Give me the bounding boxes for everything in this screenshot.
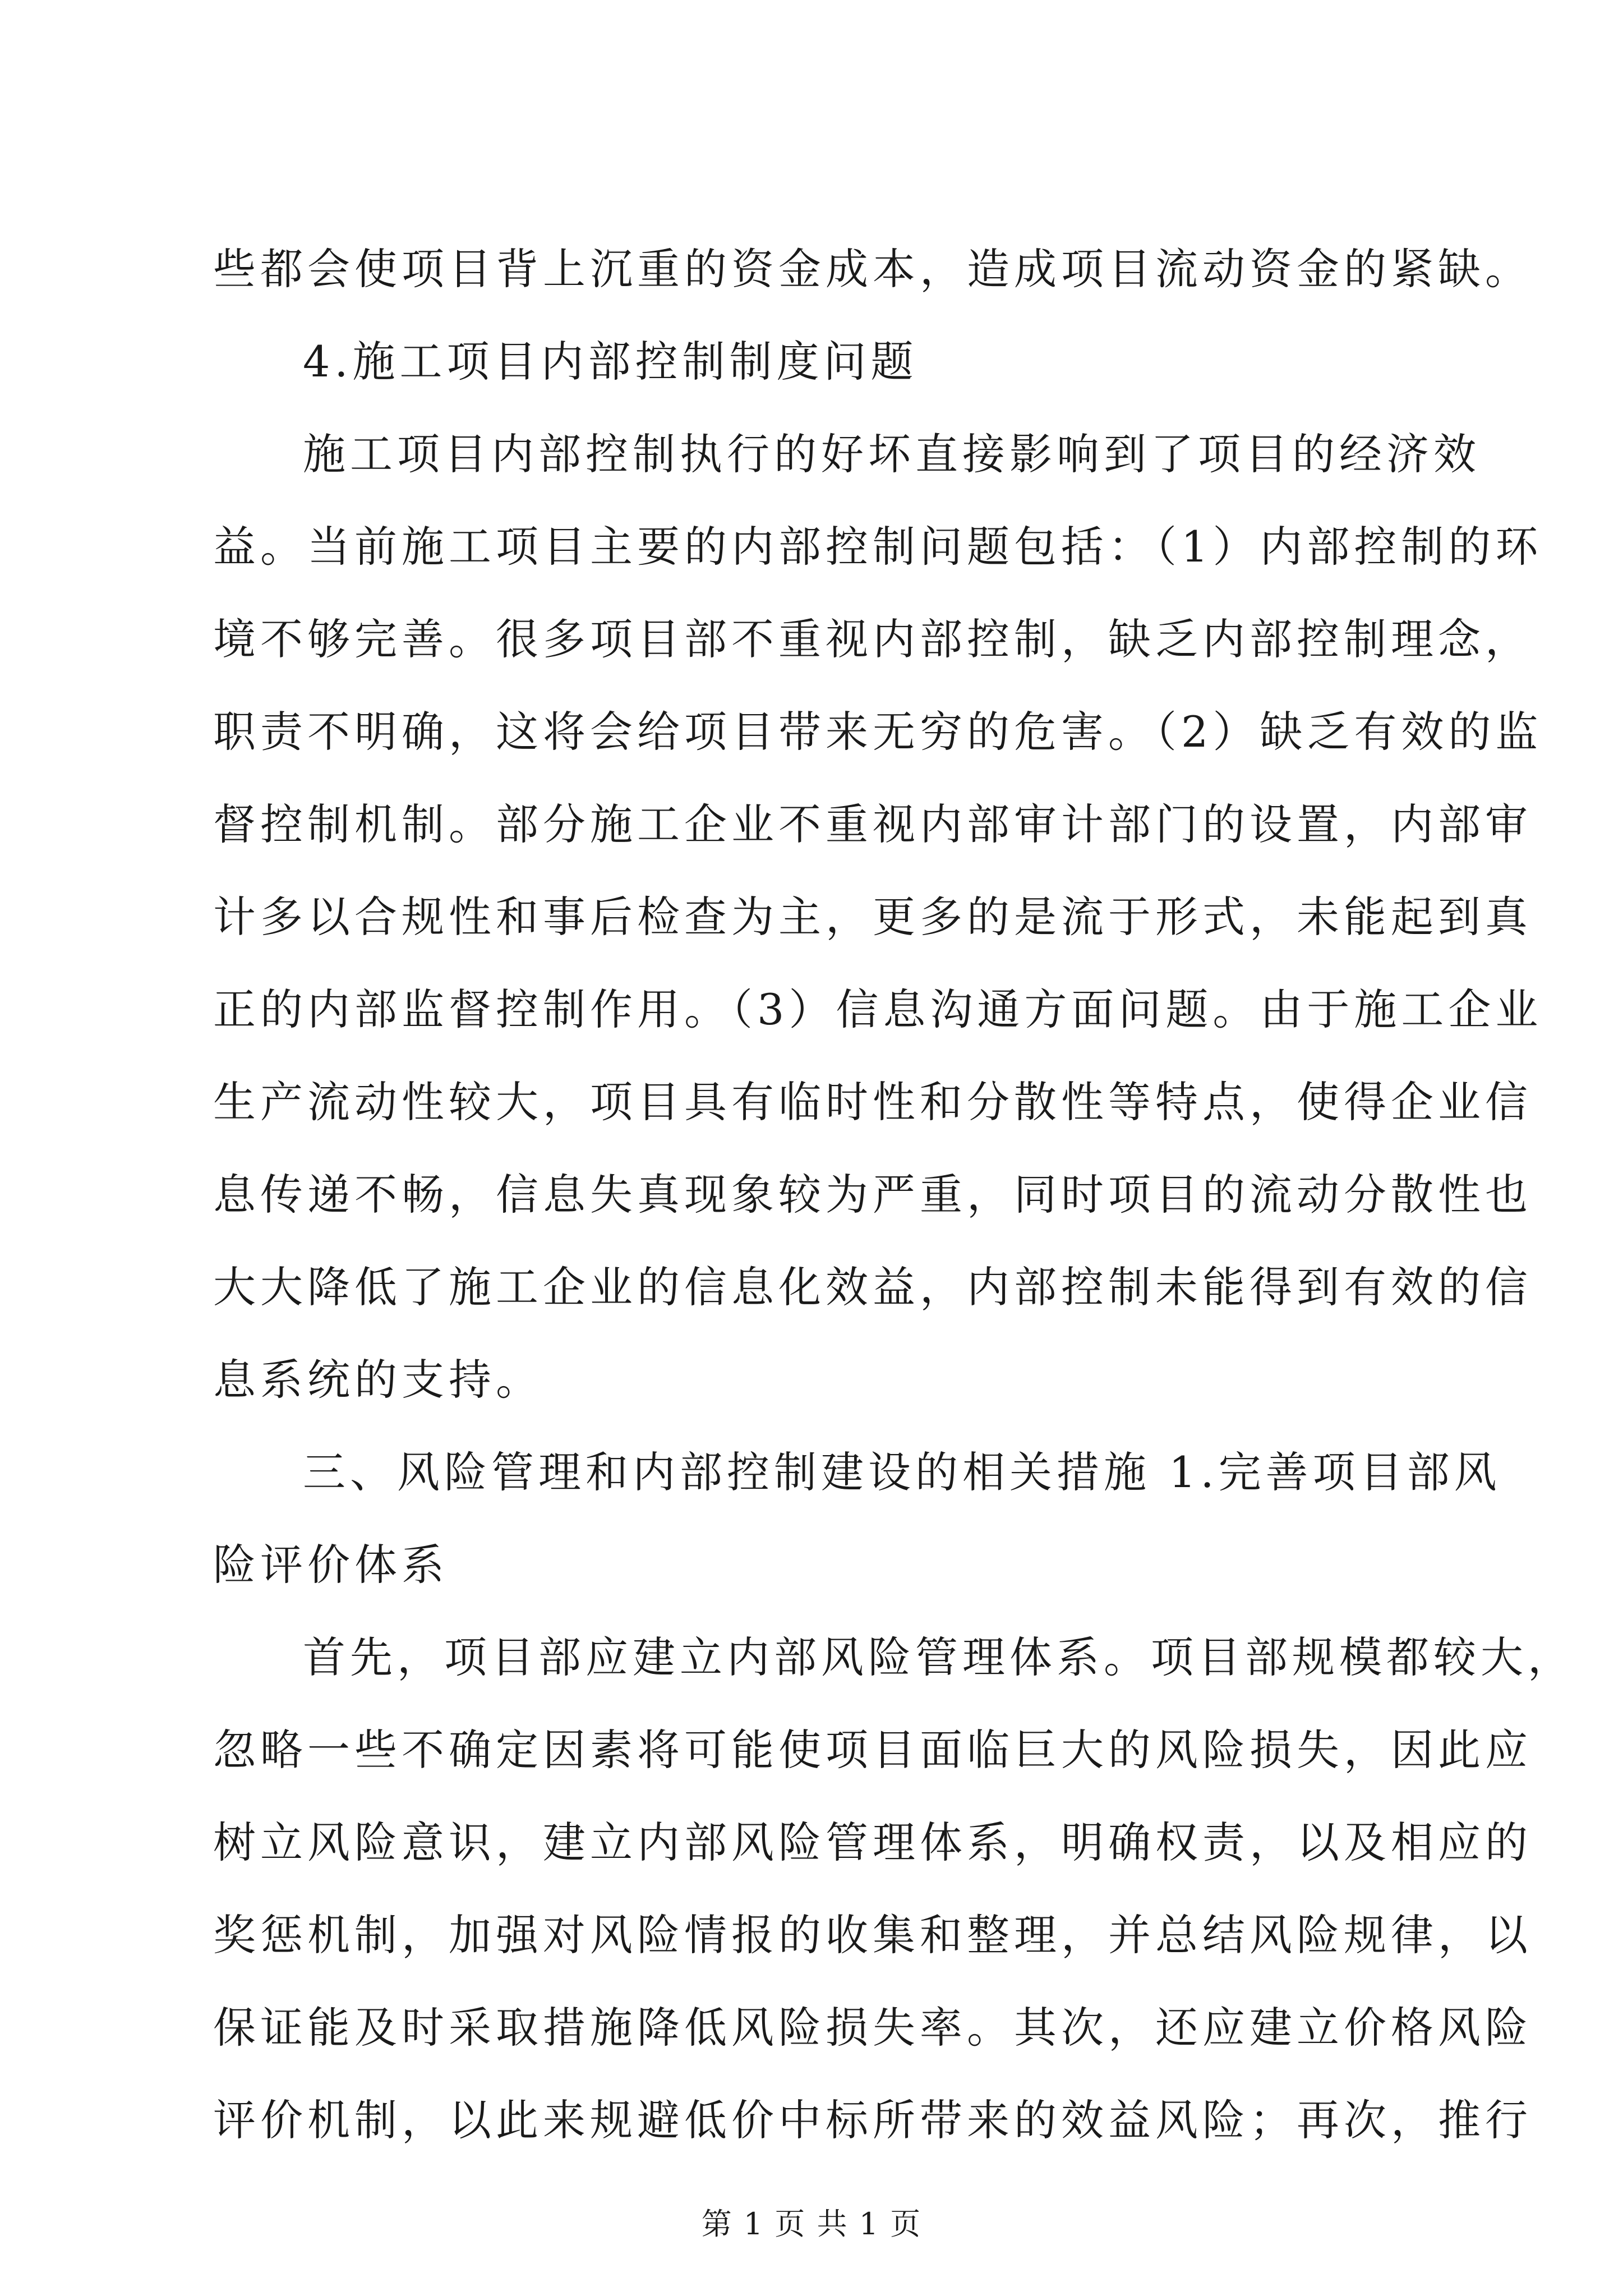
text-line: 职责不明确，这将会给项目带来无穷的危害。（2）缺乏有效的监 xyxy=(213,707,1543,757)
text-line: 大大降低了施工企业的信息化效益，内部控制未能得到有效的信 xyxy=(213,1262,1532,1312)
text-line: 首先，项目部应建立内部风险管理体系。项目部规模都较大， xyxy=(303,1632,1575,1682)
text-line: 施工项目内部控制执行的好坏直接影响到了项目的经济效 xyxy=(303,429,1481,479)
section-heading: 三、风险管理和内部控制建设的相关措施 1.完善项目部风 xyxy=(303,1447,1501,1497)
text-line: 境不够完善。很多项目部不重视内部控制，缺乏内部控制理念， xyxy=(213,614,1532,664)
text-line: 些都会使项目背上沉重的资金成本，造成项目流动资金的紧缺。 xyxy=(213,244,1532,294)
page-number-footer: 第 1 页 共 1 页 xyxy=(701,2206,922,2242)
text-line: 生产流动性较大，项目具有临时性和分散性等特点，使得企业信 xyxy=(213,1077,1532,1127)
text-line: 忽略一些不确定因素将可能使项目面临巨大的风险损失，因此应 xyxy=(213,1725,1532,1775)
text-line: 正的内部监督控制作用。（3）信息沟通方面问题。由于施工企业 xyxy=(213,984,1543,1034)
text-line: 息传递不畅，信息失真现象较为严重，同时项目的流动分散性也 xyxy=(213,1170,1532,1220)
text-line: 益。当前施工项目主要的内部控制问题包括：（1）内部控制的环 xyxy=(213,522,1543,572)
section-heading: 险评价体系 xyxy=(213,1540,449,1590)
text-line: 息系统的支持。 xyxy=(213,1355,543,1405)
text-line: 督控制机制。部分施工企业不重视内部审计部门的设置，内部审 xyxy=(213,799,1532,849)
text-line: 奖惩机制，加强对风险情报的收集和整理，并总结风险规律，以 xyxy=(213,1910,1532,1960)
section-heading: 4.施工项目内部控制制度问题 xyxy=(303,337,918,386)
text-line: 计多以合规性和事后检查为主，更多的是流于形式，未能起到真 xyxy=(213,892,1532,942)
text-line: 树立风险意识，建立内部风险管理体系，明确权责，以及相应的 xyxy=(213,1818,1532,1867)
text-line: 保证能及时采取措施降低风险损失率。其次，还应建立价格风险 xyxy=(213,2003,1532,2053)
text-line: 评价机制，以此来规避低价中标所带来的效益风险；再次，推行 xyxy=(213,2095,1532,2145)
